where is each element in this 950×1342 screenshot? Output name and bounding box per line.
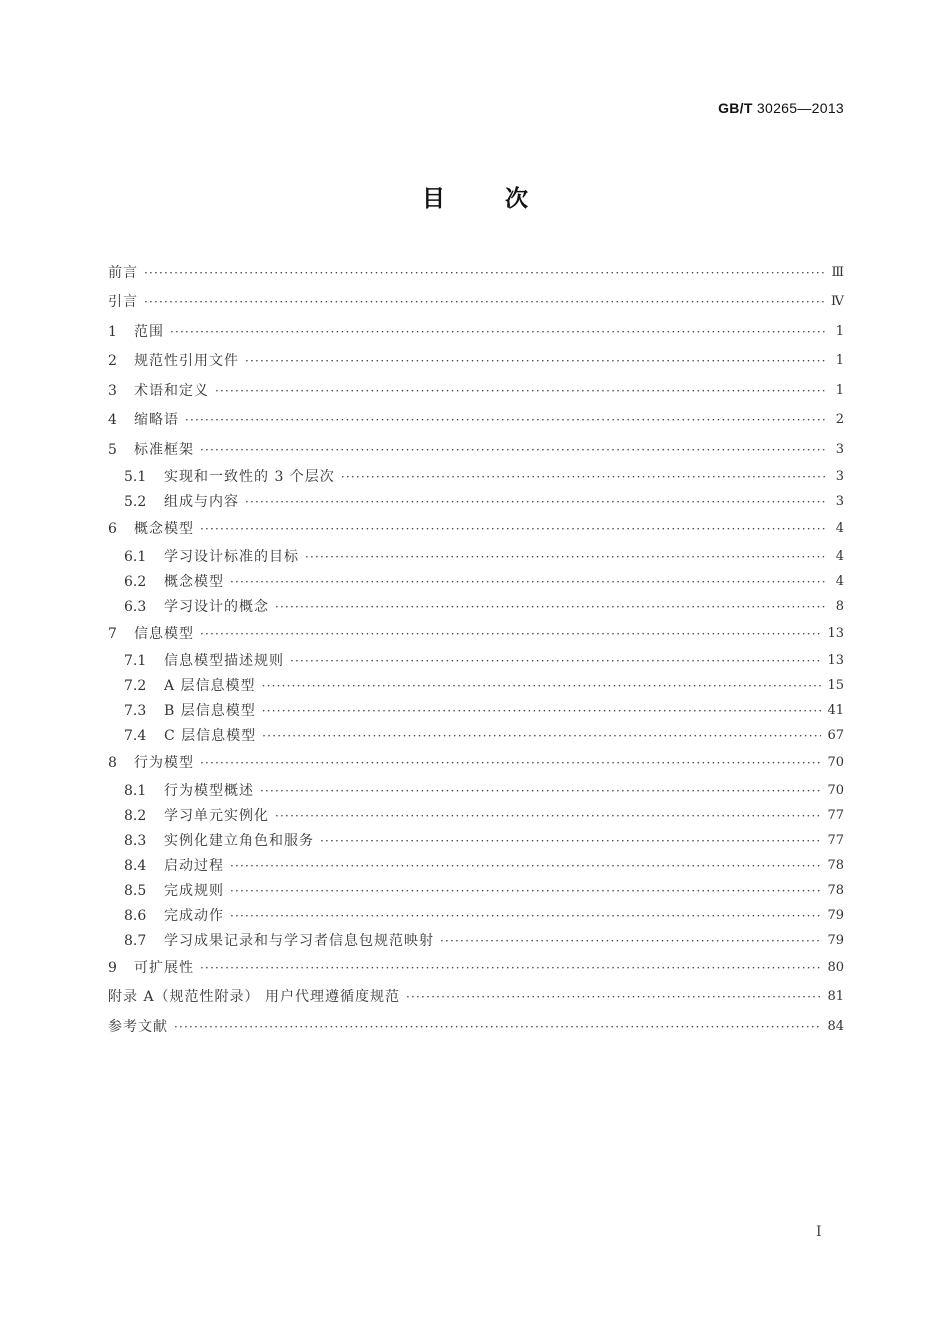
standard-code <box>718 100 844 116</box>
toc-leader-dots <box>320 833 821 849</box>
toc-entry-label: 启动过程 <box>164 857 224 874</box>
toc-leader-dots <box>215 383 826 399</box>
toc-entry-number: 8.1 <box>124 782 147 799</box>
toc-entry[interactable] <box>108 724 844 749</box>
toc-entry[interactable] <box>108 515 844 545</box>
toc-entry-page: 70 <box>827 782 844 798</box>
toc-entry-page: 77 <box>827 807 844 823</box>
toc-entry-number: 8.4 <box>124 857 147 874</box>
toc-entry-page: 1 <box>835 353 844 369</box>
toc-entry-number: 2 <box>108 353 117 370</box>
standard-number: 30265—2013 <box>756 100 844 116</box>
toc-entry-number: 7.1 <box>124 653 147 669</box>
toc-entry-page: 81 <box>827 989 844 1005</box>
standard-prefix: GB/T <box>718 100 753 116</box>
toc-entry-label: 实现和一致性的 3 个层次 <box>164 469 335 485</box>
toc-entry-number: 8.3 <box>124 832 147 849</box>
toc-entry-label: 术语和定义 <box>134 382 209 399</box>
toc-entry-label: 引言 <box>108 294 138 311</box>
toc-leader-dots <box>275 808 821 824</box>
toc-entry-label: 信息模型 <box>134 625 194 642</box>
toc-entry-label: 信息模型描述规则 <box>164 653 284 669</box>
toc-leader-dots <box>230 883 821 899</box>
toc-entry[interactable] <box>108 878 844 903</box>
toc-entry-page: 8 <box>835 598 844 614</box>
toc-entry-number: 6.1 <box>124 548 147 565</box>
page-folio: Ⅰ <box>816 1224 822 1240</box>
toc-entry-number: 1 <box>108 323 117 340</box>
toc-entry-label: 可扩展性 <box>134 959 194 976</box>
toc-entry-number: 7 <box>108 625 117 642</box>
toc-entry-label: 行为模型概述 <box>164 782 254 799</box>
toc-leader-dots <box>262 703 822 719</box>
toc-leader-dots <box>230 858 821 874</box>
toc-entry-page: Ⅲ <box>831 264 844 280</box>
toc-leader-dots <box>262 678 822 694</box>
toc-leader-dots <box>144 294 825 310</box>
toc-entry-number: 3 <box>108 382 117 399</box>
toc-entry[interactable] <box>108 699 844 724</box>
toc-entry-page: 2 <box>835 412 844 428</box>
toc-entry-label: 学习成果记录和与学习者信息包规范映射 <box>164 932 434 949</box>
toc-entry-label: C 层信息模型 <box>164 728 257 744</box>
toc-entry-page: 4 <box>835 573 844 589</box>
toc-entry-label: 学习单元实例化 <box>164 807 269 824</box>
toc-entry-number: 9 <box>108 959 117 976</box>
toc-leader-dots <box>245 494 826 510</box>
toc-entry-page: 4 <box>835 521 844 537</box>
toc-entry-label: B 层信息模型 <box>164 703 256 719</box>
toc-leader-dots <box>170 324 826 340</box>
toc-entry-number: 5 <box>108 441 117 458</box>
toc-entry[interactable] <box>108 258 844 288</box>
toc-leader-dots <box>185 412 826 428</box>
toc-entry[interactable] <box>108 983 844 1013</box>
toc-entry[interactable] <box>108 490 844 515</box>
toc-entry[interactable] <box>108 544 844 569</box>
toc-entry-number: 8.6 <box>124 907 147 924</box>
toc-entry[interactable] <box>108 288 844 318</box>
toc-entry-number: 6.3 <box>124 598 147 615</box>
toc-entry[interactable] <box>108 903 844 928</box>
toc-entry-page: 79 <box>827 907 844 923</box>
toc-entry-number: 7.2 <box>124 678 147 694</box>
toc-entry-page: 78 <box>827 857 844 873</box>
toc-leader-dots <box>144 265 825 281</box>
toc-entry[interactable] <box>108 435 844 465</box>
toc-entry[interactable] <box>108 778 844 803</box>
toc-leader-dots <box>440 933 821 949</box>
toc-leader-dots <box>260 783 821 799</box>
toc-entry-label: 实例化建立角色和服务 <box>164 832 314 849</box>
toc-leader-dots <box>245 353 826 369</box>
toc-entry[interactable] <box>108 1012 844 1042</box>
toc-entry-page: 15 <box>827 678 844 693</box>
toc-entry-page: 41 <box>827 703 844 718</box>
toc-entry-page: 3 <box>835 441 844 457</box>
toc-entry-label: 概念模型 <box>164 573 224 590</box>
toc-entry-label: 标准框架 <box>134 441 194 458</box>
toc-entry[interactable] <box>108 347 844 377</box>
toc-entry-number: 7.4 <box>124 728 147 744</box>
toc-leader-dots <box>305 549 826 565</box>
toc-entry[interactable] <box>108 619 844 649</box>
toc-entry-number: 8.5 <box>124 882 147 899</box>
toc-leader-dots <box>230 574 826 590</box>
toc-entry[interactable] <box>108 674 844 699</box>
toc-entry-page: 3 <box>835 469 844 484</box>
toc-entry-number: 6 <box>108 521 117 538</box>
toc-entry-label: A 层信息模型 <box>164 678 256 694</box>
toc-entry-label: 前言 <box>108 264 138 281</box>
toc-entry[interactable] <box>108 569 844 594</box>
table-of-contents <box>108 258 844 1042</box>
toc-entry-label: 完成规则 <box>164 882 224 899</box>
toc-entry-label: 缩略语 <box>134 412 179 429</box>
toc-leader-dots <box>200 521 826 537</box>
toc-entry[interactable] <box>108 828 844 853</box>
toc-entry-page: 67 <box>827 728 844 743</box>
toc-entry-number: 8.7 <box>124 932 147 949</box>
toc-entry-label: 学习设计的概念 <box>164 598 269 615</box>
toc-entry-page: Ⅳ <box>831 294 844 310</box>
toc-entry[interactable] <box>108 376 844 406</box>
toc-entry-page: 84 <box>827 1018 844 1034</box>
toc-entry-page: 13 <box>827 653 844 668</box>
toc-leader-dots <box>200 442 826 458</box>
toc-entry-number: 5.2 <box>124 494 147 510</box>
toc-title-char-2: 次 <box>505 186 528 212</box>
toc-entry-page: 1 <box>835 382 844 398</box>
toc-entry[interactable] <box>108 317 844 347</box>
toc-entry-label: 范围 <box>134 323 164 340</box>
toc-entry-number: 7.3 <box>124 703 147 719</box>
toc-entry[interactable] <box>108 853 844 878</box>
toc-entry-page: 77 <box>827 832 844 848</box>
toc-entry-label: 附录 A（规范性附录） 用户代理遵循度规范 <box>108 989 401 1006</box>
toc-entry-label: 学习设计标准的目标 <box>164 548 299 565</box>
toc-leader-dots <box>230 908 821 924</box>
toc-entry[interactable] <box>108 803 844 828</box>
toc-entry-number: 8.2 <box>124 807 147 824</box>
toc-entry-page: 80 <box>827 959 844 975</box>
toc-entry[interactable] <box>108 749 844 779</box>
toc-entry-label: 组成与内容 <box>164 494 239 510</box>
toc-entry[interactable] <box>108 953 844 983</box>
toc-entry-number: 8 <box>108 755 117 772</box>
toc-leader-dots <box>262 728 821 744</box>
toc-leader-dots <box>200 755 821 771</box>
toc-entry[interactable] <box>108 649 844 674</box>
toc-entry-label: 完成动作 <box>164 907 224 924</box>
toc-entry-label: 行为模型 <box>134 755 194 772</box>
toc-leader-dots <box>275 599 826 615</box>
toc-entry-number: 5.1 <box>124 469 147 485</box>
toc-entry-page: 1 <box>835 323 844 339</box>
toc-title <box>0 180 950 213</box>
toc-leader-dots <box>174 1019 821 1035</box>
toc-entry-label: 概念模型 <box>134 521 194 538</box>
toc-entry-label: 规范性引用文件 <box>134 353 239 370</box>
toc-leader-dots <box>406 989 821 1005</box>
toc-leader-dots <box>341 469 826 485</box>
toc-leader-dots <box>290 653 821 669</box>
toc-leader-dots <box>200 626 821 642</box>
toc-entry-page: 13 <box>827 625 844 641</box>
toc-entry-page: 3 <box>835 494 844 509</box>
toc-entry-page: 70 <box>827 755 844 771</box>
toc-entry-number: 4 <box>108 412 117 429</box>
toc-entry-page: 4 <box>835 548 844 564</box>
toc-title-char-1: 目 <box>422 186 445 212</box>
toc-entry-label: 参考文献 <box>108 1018 168 1035</box>
toc-leader-dots <box>200 960 821 976</box>
toc-entry-page: 78 <box>827 882 844 898</box>
toc-entry[interactable] <box>108 406 844 436</box>
toc-entry[interactable] <box>108 465 844 490</box>
toc-entry-number: 6.2 <box>124 573 147 590</box>
toc-entry-page: 79 <box>827 932 844 948</box>
toc-entry[interactable] <box>108 594 844 619</box>
toc-entry[interactable] <box>108 928 844 953</box>
